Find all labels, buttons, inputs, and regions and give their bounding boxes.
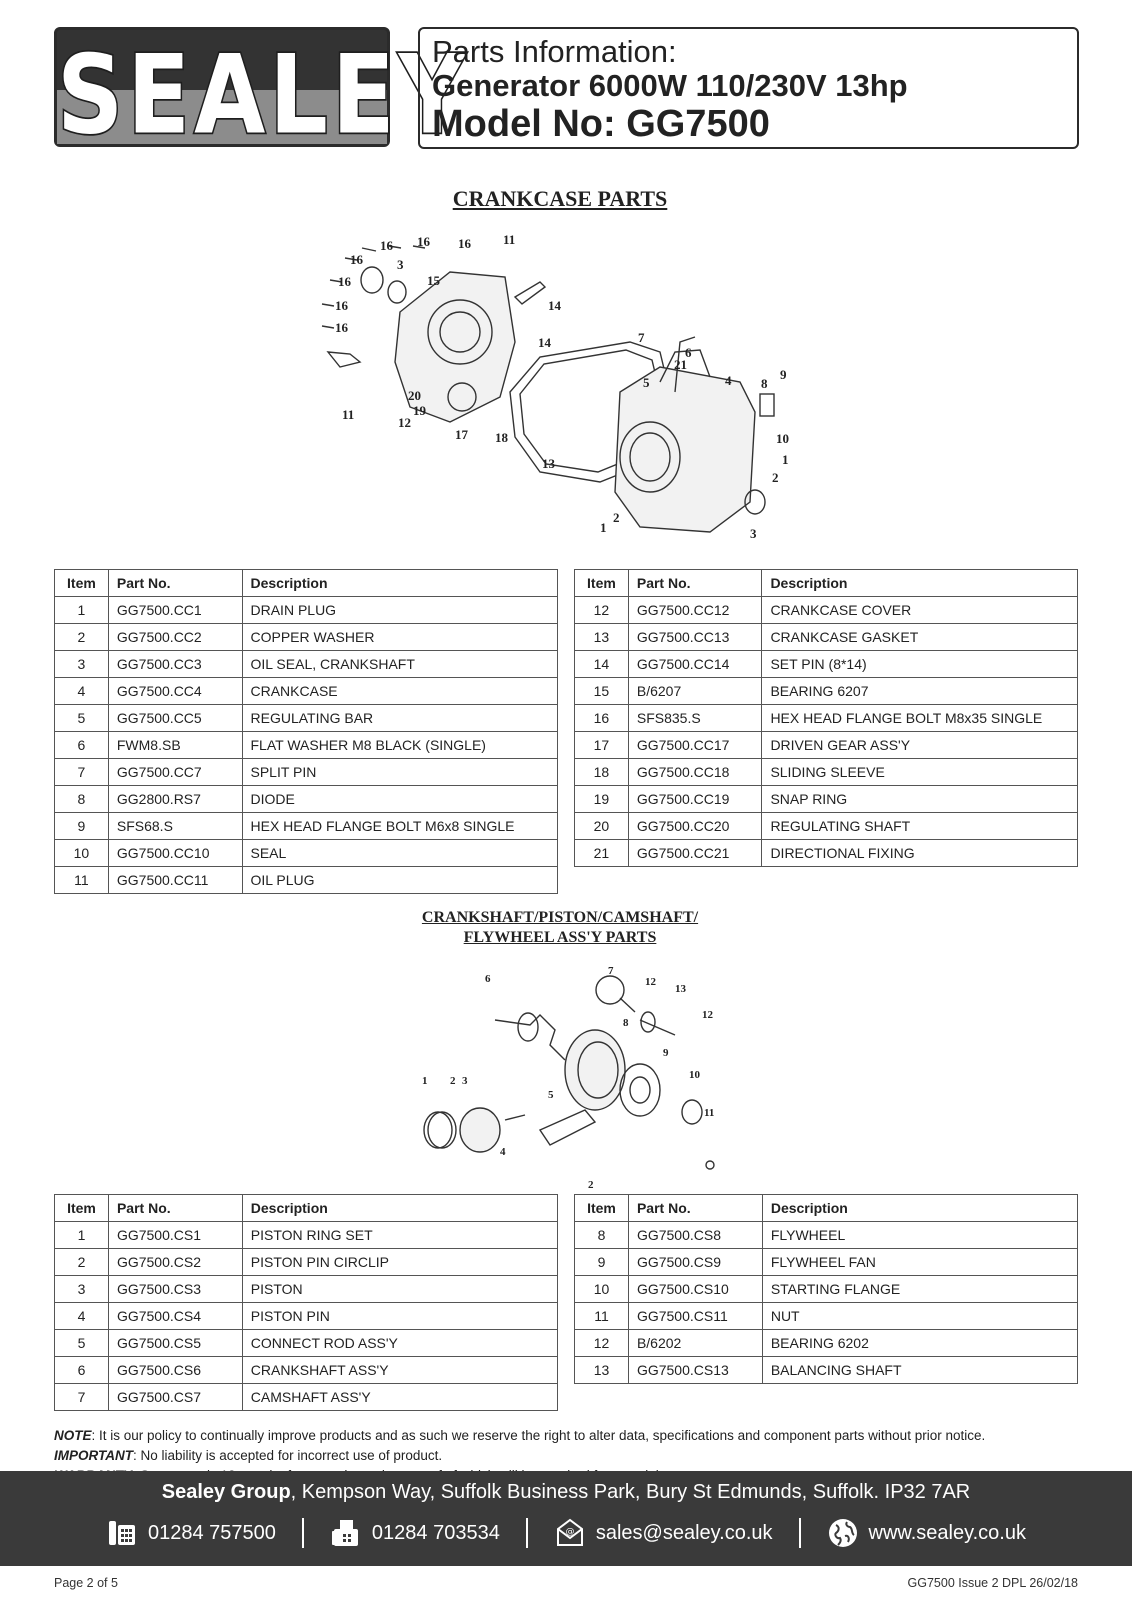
title-parts-information: Parts Information: <box>432 34 677 69</box>
diagram1-label-9: 9 <box>780 367 787 382</box>
cell-part-no: B/6202 <box>628 1330 762 1357</box>
table-row <box>575 624 1078 651</box>
crankshaft-parts-table-left <box>54 1194 558 1411</box>
cell-part-no: B/6207 <box>628 678 762 705</box>
section-title-crankshaft-line1: CRANKSHAFT/PISTON/CAMSHAFT/ <box>421 909 699 926</box>
diagram1-label-6: 6 <box>685 345 692 360</box>
cell-part-no: GG7500.CC19 <box>628 786 762 813</box>
cell-description: DRIVEN GEAR ASS'Y <box>762 732 1078 759</box>
diagram1-label-19: 19 <box>413 403 426 418</box>
title-model-number: Model No: GG7500 <box>432 103 770 145</box>
cell-part-no: GG7500.CS1 <box>108 1222 242 1249</box>
cell-description: SEAL <box>242 840 558 867</box>
issue-info: GG7500 Issue 2 DPL 26/02/18 <box>907 1576 1078 1590</box>
cell-part-no: GG7500.CS7 <box>108 1384 242 1411</box>
phone-contact[interactable] <box>106 1517 276 1549</box>
table-row <box>575 786 1078 813</box>
cell-description: CONNECT ROD ASS'Y <box>242 1330 557 1357</box>
diagram2-label-7: 7 <box>608 965 614 977</box>
important-text: : No liability is accepted for incorrect use of product. <box>133 1448 443 1463</box>
diagram2-label-11: 11 <box>704 1107 715 1119</box>
section-title-crankcase: CRANKCASE PARTS <box>452 186 668 211</box>
table-row <box>575 1249 1078 1276</box>
cell-description: PISTON PIN <box>242 1303 557 1330</box>
cell-item: 14 <box>575 651 629 678</box>
cell-description: BEARING 6202 <box>762 1330 1077 1357</box>
cell-description: HEX HEAD FLANGE BOLT M8x35 SINGLE <box>762 705 1078 732</box>
cell-part-no: GG7500.CS4 <box>108 1303 242 1330</box>
cell-description: FLAT WASHER M8 BLACK (SINGLE) <box>242 732 558 759</box>
col-part-no: Part No. <box>628 1195 762 1222</box>
diagram1-label-15: 15 <box>427 273 440 288</box>
diagram1-label-10: 10 <box>776 431 789 446</box>
diagram1-label-11b: 11 <box>342 407 355 422</box>
cell-part-no: GG7500.CC13 <box>628 624 762 651</box>
cell-description: CAMSHAFT ASS'Y <box>242 1384 557 1411</box>
diagram2-label-3: 3 <box>462 1075 468 1087</box>
cell-item: 6 <box>55 732 109 759</box>
cell-description: PISTON PIN CIRCLIP <box>242 1249 557 1276</box>
cell-item: 11 <box>55 867 109 894</box>
diagram2-label-4: 4 <box>500 1146 506 1158</box>
globe-icon <box>827 1517 859 1549</box>
table-row <box>575 759 1078 786</box>
cell-description: FLYWHEEL <box>762 1222 1077 1249</box>
table-row <box>55 1222 558 1249</box>
cell-part-no: SFS835.S <box>628 705 762 732</box>
cell-item: 16 <box>575 705 629 732</box>
table-header-row <box>575 570 1078 597</box>
cell-part-no: GG7500.CC12 <box>628 597 762 624</box>
table-row <box>55 678 558 705</box>
cell-item: 9 <box>55 813 109 840</box>
cell-description: PISTON <box>242 1276 557 1303</box>
diagram2-label-2b: 2 <box>588 1179 594 1191</box>
cell-description: REGULATING BAR <box>242 705 558 732</box>
cell-part-no: GG7500.CC2 <box>108 624 242 651</box>
cell-description: CRANKCASE <box>242 678 558 705</box>
cell-part-no: GG7500.CC4 <box>108 678 242 705</box>
cell-item: 13 <box>575 624 629 651</box>
col-part-no: Part No. <box>108 570 242 597</box>
cell-part-no: GG7500.CC18 <box>628 759 762 786</box>
cell-part-no: GG7500.CC14 <box>628 651 762 678</box>
col-description: Description <box>242 570 558 597</box>
cell-part-no: GG7500.CC10 <box>108 840 242 867</box>
diagram2-label-9: 9 <box>663 1047 669 1059</box>
table-row <box>55 732 558 759</box>
crankcase-parts-table-right <box>574 569 1078 867</box>
note-line <box>54 1426 985 1446</box>
table-row <box>575 1303 1078 1330</box>
cell-item: 20 <box>575 813 629 840</box>
diagram2-label-10: 10 <box>689 1069 700 1081</box>
col-item: Item <box>575 1195 629 1222</box>
cell-description: FLYWHEEL FAN <box>762 1249 1077 1276</box>
diagram1-label-13: 13 <box>542 456 555 471</box>
diagram1-label-16d: 16 <box>350 252 363 267</box>
col-description: Description <box>762 1195 1077 1222</box>
table-row <box>55 840 558 867</box>
table-row <box>575 813 1078 840</box>
logo-text: SEALEY <box>57 32 470 159</box>
diagram2-label-5: 5 <box>548 1089 554 1101</box>
table-row <box>55 786 558 813</box>
cell-item: 2 <box>55 624 109 651</box>
diagram1-label-16e: 16 <box>338 274 351 289</box>
fax-number: 01284 703534 <box>371 1521 500 1544</box>
cell-part-no: GG2800.RS7 <box>108 786 242 813</box>
col-item: Item <box>575 570 629 597</box>
diagram1-label-16f: 16 <box>335 298 348 313</box>
cell-part-no: GG7500.CS6 <box>108 1357 242 1384</box>
address-text: , Kempson Way, Suffolk Business Park, Bury St Edmunds, Suffolk. IP32 7AR <box>290 1481 971 1503</box>
diagram2-label-2a: 2 <box>450 1075 456 1087</box>
cell-part-no: GG7500.CC3 <box>108 651 242 678</box>
diagram1-label-7: 7 <box>638 330 645 345</box>
website-url: www.sealey.co.uk <box>868 1521 1026 1544</box>
cell-item: 2 <box>55 1249 109 1276</box>
cell-part-no: GG7500.CS2 <box>108 1249 242 1276</box>
cell-description: OIL PLUG <box>242 867 558 894</box>
cell-part-no: GG7500.CS13 <box>628 1357 762 1384</box>
diagram1-label-1a: 1 <box>782 452 789 467</box>
crankshaft-parts-table-right <box>574 1194 1078 1384</box>
cell-description: HEX HEAD FLANGE BOLT M6x8 SINGLE <box>242 813 558 840</box>
diagram2-label-8: 8 <box>623 1017 629 1029</box>
sealey-logo <box>54 27 470 159</box>
table-row <box>575 1222 1078 1249</box>
table-row <box>55 651 558 678</box>
cell-item: 10 <box>55 840 109 867</box>
cell-item: 3 <box>55 651 109 678</box>
email-contact[interactable] <box>554 1517 773 1549</box>
cell-item: 4 <box>55 678 109 705</box>
cell-item: 1 <box>55 597 109 624</box>
diagram1-label-11a: 11 <box>503 232 516 247</box>
diagram1-label-16b: 16 <box>417 234 430 249</box>
table-row <box>575 651 1078 678</box>
page-number: Page 2 of 5 <box>54 1576 118 1590</box>
cell-part-no: SFS68.S <box>108 813 242 840</box>
svg-text:@: @ <box>565 1527 575 1537</box>
cell-description: SNAP RING <box>762 786 1078 813</box>
table-row <box>55 597 558 624</box>
diagram1-label-20: 20 <box>408 388 421 403</box>
diagram1-label-16g: 16 <box>335 320 348 335</box>
diagram1-label-1b: 1 <box>600 520 607 535</box>
phone-icon <box>106 1517 138 1549</box>
crankcase-exploded-diagram <box>300 232 820 552</box>
diagram1-label-12: 12 <box>398 415 411 430</box>
cell-description: PISTON RING SET <box>242 1222 557 1249</box>
diagram1-label-16c: 16 <box>458 236 471 251</box>
table-row <box>575 1330 1078 1357</box>
table-row <box>575 1276 1078 1303</box>
cell-item: 6 <box>55 1357 109 1384</box>
col-item: Item <box>55 1195 109 1222</box>
diagram1-label-14a: 14 <box>548 298 561 313</box>
cell-item: 1 <box>55 1222 109 1249</box>
diagram1-label-16a: 16 <box>380 238 393 253</box>
email-address: sales@sealey.co.uk <box>595 1521 773 1544</box>
table-row <box>575 1357 1078 1384</box>
cell-description: CRANKCASE COVER <box>762 597 1078 624</box>
cell-description: SET PIN (8*14) <box>762 651 1078 678</box>
cell-item: 10 <box>575 1276 629 1303</box>
col-item: Item <box>55 570 109 597</box>
col-part-no: Part No. <box>628 570 762 597</box>
cell-part-no: GG7500.CS3 <box>108 1276 242 1303</box>
diagram2-label-1: 1 <box>422 1075 428 1087</box>
cell-item: 3 <box>55 1276 109 1303</box>
cell-item: 17 <box>575 732 629 759</box>
cell-item: 11 <box>575 1303 629 1330</box>
cell-description: DIODE <box>242 786 558 813</box>
diagram1-label-14b: 14 <box>538 335 551 350</box>
cell-part-no: GG7500.CC17 <box>628 732 762 759</box>
diagram1-label-4: 4 <box>725 373 732 388</box>
diagram1-label-18: 18 <box>495 430 508 445</box>
col-part-no: Part No. <box>108 1195 242 1222</box>
cell-part-no: GG7500.CS5 <box>108 1330 242 1357</box>
cell-description: CRANKSHAFT ASS'Y <box>242 1357 557 1384</box>
separator <box>799 1518 801 1548</box>
cell-description: OIL SEAL, CRANKSHAFT <box>242 651 558 678</box>
cell-item: 8 <box>575 1222 629 1249</box>
table-row <box>575 597 1078 624</box>
table-row <box>55 1276 558 1303</box>
cell-part-no: GG7500.CS10 <box>628 1276 762 1303</box>
cell-part-no: GG7500.CC5 <box>108 705 242 732</box>
email-icon <box>554 1517 586 1549</box>
cell-part-no: GG7500.CC11 <box>108 867 242 894</box>
cell-description: STARTING FLANGE <box>762 1276 1077 1303</box>
crankshaft-flywheel-exploded-diagram <box>410 960 750 1192</box>
cell-description: NUT <box>762 1303 1077 1330</box>
diagram1-label-17: 17 <box>455 427 468 442</box>
cell-item: 4 <box>55 1303 109 1330</box>
website-contact[interactable] <box>827 1517 1026 1549</box>
crankcase-parts-table-left <box>54 569 558 894</box>
important-line <box>54 1446 985 1466</box>
cell-item: 12 <box>575 597 629 624</box>
cell-item: 9 <box>575 1249 629 1276</box>
cell-part-no: GG7500.CC1 <box>108 597 242 624</box>
table-row <box>55 1303 558 1330</box>
cell-item: 18 <box>575 759 629 786</box>
table-row <box>55 1384 558 1411</box>
cell-part-no: GG7500.CC21 <box>628 840 762 867</box>
table-row <box>55 705 558 732</box>
cell-item: 21 <box>575 840 629 867</box>
table-row <box>55 1357 558 1384</box>
cell-description: DIRECTIONAL FIXING <box>762 840 1078 867</box>
table-header-row <box>55 570 558 597</box>
company-name: Sealey Group <box>161 1481 291 1503</box>
company-address <box>0 1481 1132 1504</box>
fax-contact[interactable] <box>330 1517 500 1549</box>
cell-part-no: FWM8.SB <box>108 732 242 759</box>
cell-part-no: GG7500.CS8 <box>628 1222 762 1249</box>
diagram1-label-21: 21 <box>674 357 687 372</box>
separator <box>526 1518 528 1548</box>
table-row <box>55 1330 558 1357</box>
contact-row <box>0 1517 1132 1549</box>
cell-description: SLIDING SLEEVE <box>762 759 1078 786</box>
table-row <box>55 1249 558 1276</box>
cell-item: 7 <box>55 759 109 786</box>
table-row <box>575 732 1078 759</box>
table-row <box>575 705 1078 732</box>
cell-part-no: GG7500.CC7 <box>108 759 242 786</box>
diagram1-label-2b: 2 <box>613 510 620 525</box>
table-row <box>55 759 558 786</box>
table-row <box>55 624 558 651</box>
cell-item: 7 <box>55 1384 109 1411</box>
cell-part-no: GG7500.CC20 <box>628 813 762 840</box>
table-row <box>55 867 558 894</box>
col-description: Description <box>762 570 1078 597</box>
cell-item: 19 <box>575 786 629 813</box>
note-text: : It is our policy to continually improve products and as such we reserve the right to alter data, specifications and component parts without prior notice. <box>91 1428 986 1443</box>
cell-description: CRANKCASE GASKET <box>762 624 1078 651</box>
table-header-row <box>55 1195 558 1222</box>
diagram2-label-12b: 12 <box>702 1009 713 1021</box>
table-row <box>55 813 558 840</box>
contact-footer <box>0 1471 1132 1566</box>
cell-description: COPPER WASHER <box>242 624 558 651</box>
col-description: Description <box>242 1195 557 1222</box>
diagram1-label-3b: 3 <box>750 526 757 541</box>
cell-description: BEARING 6207 <box>762 678 1078 705</box>
cell-item: 12 <box>575 1330 629 1357</box>
important-label: IMPORTANT <box>54 1448 133 1463</box>
cell-part-no: GG7500.CS11 <box>628 1303 762 1330</box>
diagram1-label-5: 5 <box>643 375 650 390</box>
cell-item: 5 <box>55 705 109 732</box>
cell-description: SPLIT PIN <box>242 759 558 786</box>
diagram2-label-13: 13 <box>675 983 686 995</box>
cell-part-no: GG7500.CS9 <box>628 1249 762 1276</box>
title-product-name: Generator 6000W 110/230V 13hp <box>432 68 908 103</box>
cell-description: REGULATING SHAFT <box>762 813 1078 840</box>
separator <box>302 1518 304 1548</box>
cell-item: 5 <box>55 1330 109 1357</box>
diagram1-label-2a: 2 <box>772 470 779 485</box>
table-row <box>575 678 1078 705</box>
table-header-row <box>575 1195 1078 1222</box>
phone-number: 01284 757500 <box>147 1521 276 1544</box>
fax-icon <box>330 1517 362 1549</box>
cell-description: DRAIN PLUG <box>242 597 558 624</box>
title-box <box>418 27 1079 149</box>
cell-item: 13 <box>575 1357 629 1384</box>
section-title-crankshaft-line2: FLYWHEEL ASS'Y PARTS <box>463 929 657 946</box>
note-label: NOTE <box>54 1428 92 1443</box>
diagram2-label-6: 6 <box>485 973 491 985</box>
cell-item: 15 <box>575 678 629 705</box>
cell-description: BALANCING SHAFT <box>762 1357 1077 1384</box>
diagram2-label-12a: 12 <box>645 976 656 988</box>
table-row <box>575 840 1078 867</box>
diagram1-label-8: 8 <box>761 376 768 391</box>
cell-item: 8 <box>55 786 109 813</box>
diagram1-label-3a: 3 <box>397 257 404 272</box>
